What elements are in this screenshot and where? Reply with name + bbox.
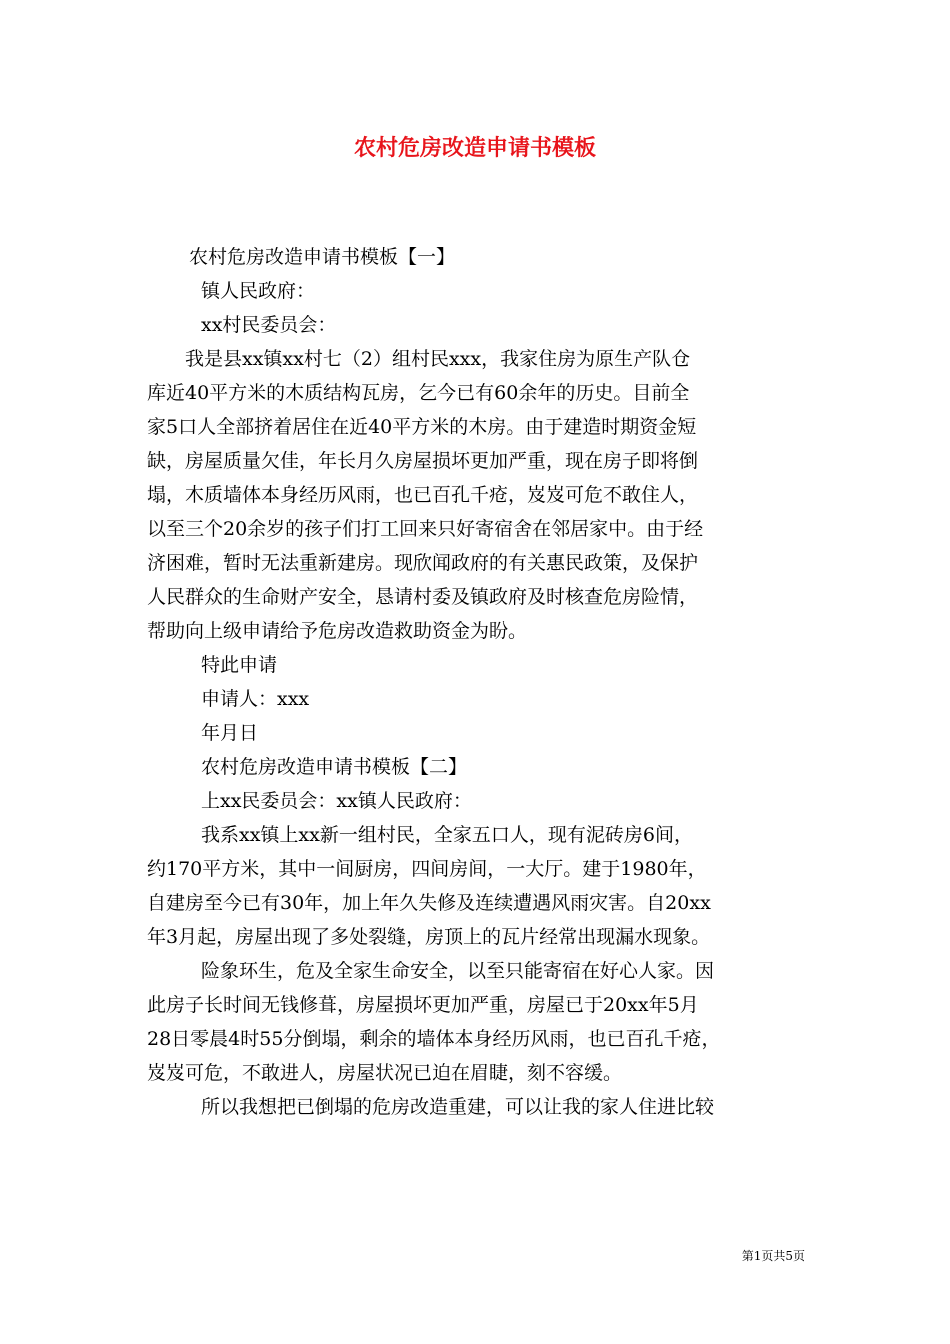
page-number: 第1页共5页 <box>741 1249 805 1263</box>
text-line: 镇人民政府： <box>201 280 316 302</box>
page-title: 农村危房改造申请书模板 <box>353 135 596 161</box>
text-line: 所以我想把已倒塌的危房改造重建，可以让我的家人住进比较 <box>201 1096 715 1118</box>
text-line: 帮助向上级申请给予危房改造救助资金为盼。 <box>147 620 528 642</box>
text-line: 此房子长时间无钱修葺，房屋损坏更加严重，房屋已于20xx年5月 <box>147 994 699 1016</box>
text-line: 约170平方米，其中一间厨房，四间房间，一大厅。建于1980年， <box>147 858 707 880</box>
text-line: 险象环生，危及全家生命安全，以至只能寄宿在好心人家。因 <box>201 960 715 982</box>
text-line: 农村危房改造申请书模板【二】 <box>201 756 468 778</box>
text-line: 家5口人全部挤着居住在近40平方米的木房。由于建造时期资金短 <box>147 416 697 438</box>
text-line: 农村危房改造申请书模板【一】 <box>189 246 456 268</box>
text-line: 年月日 <box>201 722 259 744</box>
text-line: 库近40平方米的木质结构瓦房，乞今已有60余年的历史。目前全 <box>147 382 690 404</box>
text-line: 济困难，暂时无法重新建房。现欣闻政府的有关惠民政策，及保护 <box>147 552 699 574</box>
text-line: 我是县xx镇xx村七（2）组村民xxx，我家住房为原生产队仓 <box>185 348 691 370</box>
text-line: 塌，木质墙体本身经历风雨，也已百孔千疮，岌岌可危不敢住人， <box>147 484 699 506</box>
text-line: 28日零晨4时55分倒塌，剩余的墙体本身经历风雨，也已百孔千疮， <box>147 1028 721 1050</box>
text-line: 以至三个20余岁的孩子们打工回来只好寄宿舍在邻居家中。由于经 <box>147 518 704 540</box>
text-line: 缺，房屋质量欠佳，年长月久房屋损坏更加严重，现在房子即将倒 <box>147 450 699 472</box>
text-line: 上xx民委员会：xx镇人民政府： <box>201 790 472 812</box>
document-body <box>147 240 807 1124</box>
text-line: xx村民委员会： <box>201 314 337 336</box>
text-line: 年3月起，房屋出现了多处裂缝，房顶上的瓦片经常出现漏水现象。 <box>147 926 711 948</box>
text-line: 我系xx镇上xx新一组村民，全家五口人，现有泥砖房6间， <box>201 824 693 846</box>
text-line: 人民群众的生命财产安全，恳请村委及镇政府及时核查危房险情， <box>147 586 699 608</box>
text-line: 自建房至今已有30年，加上年久失修及连续遭遇风雨灾害。自20xx <box>147 892 711 914</box>
text-line: 特此申请 <box>201 654 278 676</box>
text-line: 申请人：xxx <box>201 688 310 710</box>
text-line: 岌岌可危，不敢进人，房屋状况已迫在眉睫，刻不容缓。 <box>147 1062 623 1084</box>
